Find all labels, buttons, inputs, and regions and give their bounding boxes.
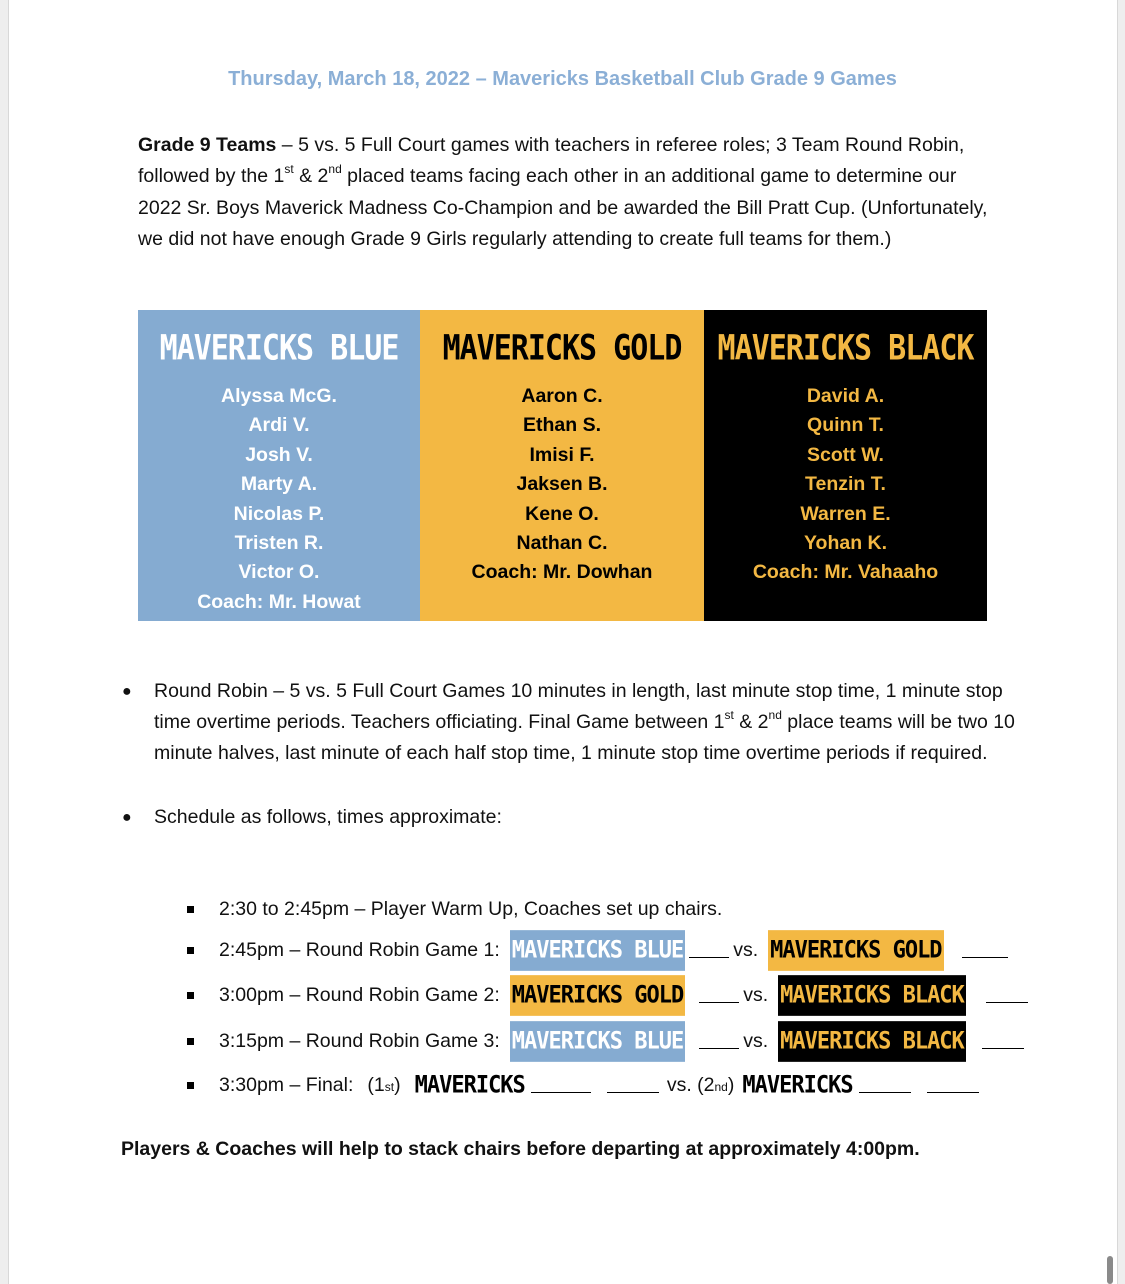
team-column-blue (138, 310, 420, 621)
schedule-time-text: 2:45pm – Round Robin Game 1: (219, 938, 500, 961)
square-bullet-icon (187, 1038, 194, 1045)
intro-text-1: – 5 vs. 5 Full Court games with teachers in referee roles; 3 Team Round Robin, followed by the 1 (138, 134, 965, 188)
player-name: Quinn T. (807, 414, 884, 437)
bullet-dot-icon: ● (122, 683, 132, 700)
vs-label: vs. (743, 983, 769, 1006)
team-tag-blue: MAVERICKS BLUE (510, 1021, 685, 1062)
team-name: MAVERICKS GOLD (442, 328, 682, 369)
square-bullet-icon (187, 1082, 194, 1089)
coach-name: Coach: Mr. Vahaaho (752, 561, 939, 584)
first-place-sup: st (384, 1080, 395, 1094)
bullet-dot-icon: ● (122, 808, 132, 826)
player-name: Tenzin T. (805, 473, 886, 496)
team-tag-black: MAVERICKS BLACK (778, 975, 966, 1016)
schedule-bullet (120, 802, 1040, 833)
player-name: Nathan C. (516, 532, 608, 555)
rules-text-3: place teams will be two 10 minute halves, last minute of each half stop time, 1 minute stop time overtime periods if required. (154, 711, 1015, 765)
rules-bullet (120, 676, 1040, 770)
score-blank (531, 1078, 591, 1093)
rules-sup-1: st (724, 708, 734, 723)
player-name: Tristen R. (234, 532, 324, 555)
first-place-open: (1 (367, 1073, 385, 1096)
scrollbar-thumb[interactable] (1107, 1256, 1113, 1284)
score-blank (607, 1078, 659, 1093)
score-blank (962, 943, 1008, 958)
team-tag-plain: MAVERICKS (414, 1071, 525, 1099)
intro-paragraph (138, 130, 998, 255)
player-name: Alyssa McG. (221, 385, 337, 407)
schedule-time-text: 3:30pm – Final: (219, 1073, 354, 1096)
schedule-time-text: 3:15pm – Round Robin Game 3: (219, 1029, 500, 1052)
footer-note: Players & Coaches will help to stack chairs before departing at approximately 4:00pm. (121, 1138, 920, 1160)
schedule-row (187, 928, 1012, 972)
player-name: Nicolas P. (233, 502, 325, 525)
player-name: Warren E. (800, 502, 891, 525)
team-tag-gold: MAVERICKS GOLD (510, 975, 685, 1016)
rules-list (120, 676, 1040, 833)
square-bullet-icon (187, 992, 194, 999)
team-column-black (704, 310, 987, 621)
player-name: Josh V. (245, 443, 313, 466)
teams-table (138, 310, 987, 621)
player-name: Victor O. (238, 561, 320, 584)
player-name: Aaron C. (521, 385, 603, 407)
score-blank (986, 988, 1028, 1003)
first-place-close: ) (394, 1073, 401, 1096)
score-blank (699, 1034, 739, 1049)
rules-text-1: Round Robin – 5 vs. 5 Full Court Games 10 minutes in length, last minute stop time, 1 minute stop time overtime periods. Teachers officiating. Final Game between 1 (154, 680, 1003, 734)
rules-sup-2: nd (768, 708, 782, 723)
coach-name: Coach: Mr. Dowhan (471, 561, 653, 584)
team-name: MAVERICKS BLUE (159, 328, 399, 369)
schedule-row (187, 973, 1032, 1017)
second-place-close: ) (727, 1073, 735, 1096)
vs-label: vs. (743, 1029, 769, 1052)
team-tag-blue: MAVERICKS BLUE (510, 930, 685, 971)
vs-label: vs. (733, 938, 759, 961)
player-name: Kene O. (525, 502, 599, 525)
player-name: David A. (806, 385, 885, 407)
score-blank (699, 988, 739, 1003)
player-name: Scott W. (807, 443, 884, 466)
rules-text-2: & 2 (733, 711, 769, 734)
player-name: Ethan S. (522, 414, 601, 437)
player-name: Marty A. (240, 473, 318, 496)
intro-lead: Grade 9 Teams (138, 134, 277, 156)
team-tag-plain: MAVERICKS (742, 1071, 853, 1099)
score-blank (689, 943, 729, 958)
intro-text-2: & 2 (293, 165, 329, 188)
schedule-time-text: 2:30 to 2:45pm – Player Warm Up, Coaches set up chairs. (219, 897, 723, 920)
player-name: Ardi V. (248, 414, 310, 437)
coach-name: Coach: Mr. Howat (197, 590, 361, 613)
intro-text-3: placed teams facing each other in an additional game to determine our 2022 Sr. Boys Maverick Madness Co-Champion and be awarded the Bill Pratt Cup. (Unfortunately, we did not have enough Grade 9 Girls regularly attending to create full teams for them.) (138, 165, 988, 250)
team-name: MAVERICKS BLACK (717, 328, 974, 369)
team-tag-black: MAVERICKS BLACK (778, 1021, 966, 1062)
team-tag-gold: MAVERICKS GOLD (768, 930, 943, 971)
schedule-row (187, 1063, 983, 1107)
square-bullet-icon (187, 947, 194, 954)
schedule-time-text: 3:00pm – Round Robin Game 2: (219, 983, 500, 1006)
player-name: Yohan K. (803, 532, 888, 555)
page-title: Thursday, March 18, 2022 – Mavericks Basketball Club Grade 9 Games (228, 68, 897, 90)
player-name: Imisi F. (529, 443, 595, 466)
score-blank (927, 1078, 979, 1093)
player-name: Jaksen B. (516, 473, 608, 496)
schedule-row (187, 1019, 1028, 1063)
intro-sup-2: nd (328, 162, 342, 177)
intro-sup-1: st (284, 162, 294, 177)
second-place-sup: nd (714, 1080, 728, 1094)
score-blank (859, 1078, 911, 1093)
team-column-gold (420, 310, 704, 621)
score-blank (982, 1034, 1024, 1049)
square-bullet-icon (187, 906, 194, 913)
second-place-open: vs. (2 (666, 1073, 715, 1096)
schedule-row (187, 887, 722, 931)
schedule-intro: Schedule as follows, times approximate: (154, 805, 502, 828)
